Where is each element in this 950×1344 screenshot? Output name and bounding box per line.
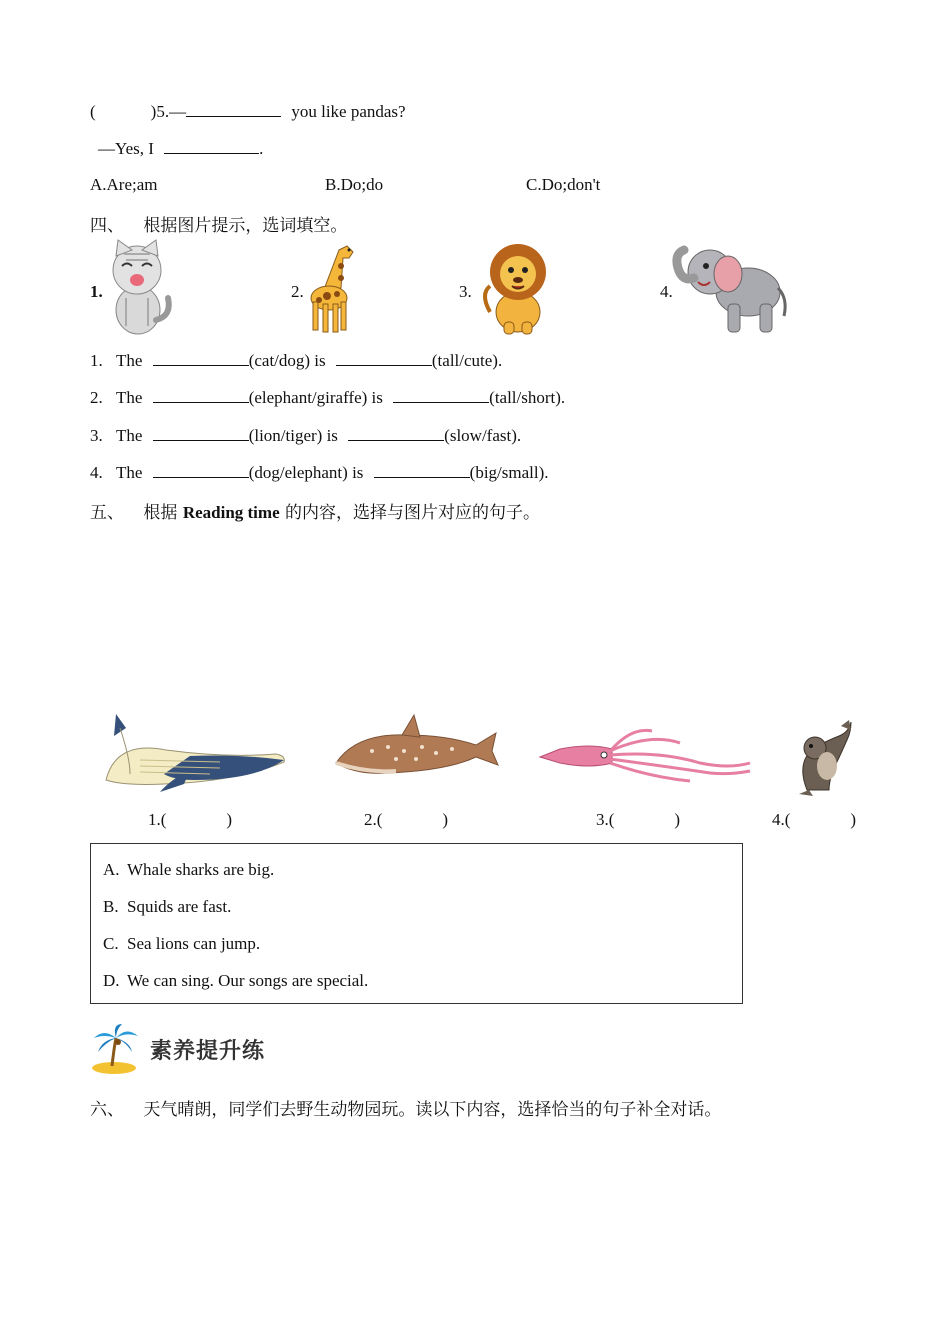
q5-question: you like pandas? (291, 102, 406, 121)
s5-option-c (103, 934, 260, 954)
s5-option-d (103, 971, 368, 991)
section5-number: 五、 (90, 503, 124, 523)
s5-pic-label-4 (772, 810, 856, 830)
s5-pic-num: 3.( (596, 810, 615, 829)
s4-choice-1: (lion/tiger) is (248, 426, 338, 445)
s4-the: The (116, 351, 143, 370)
lion-image (480, 242, 552, 336)
q5-prefix: )5.— (150, 102, 187, 121)
s4-blank[interactable] (336, 349, 432, 366)
s4-blank[interactable] (153, 349, 249, 366)
section5-title-post: 的内容，选择与图片对应的句子。 (285, 503, 541, 523)
s5-option-text: Sea lions can jump. (127, 934, 261, 953)
s5-paren-close: ) (850, 810, 857, 829)
s4-choice-2: (tall/short). (489, 388, 566, 407)
s5-option-letter: A. (103, 860, 120, 879)
section6-title: 天气晴朗，同学们去野生动物园玩。读以下内容，选择恰当的句子补全对话。 (143, 1100, 722, 1120)
section4-heading (90, 211, 347, 236)
s5-option-a (103, 860, 274, 880)
palm-island-icon (90, 1024, 140, 1074)
s5-option-text: Whale sharks are big. (127, 860, 275, 879)
s4-the: The (116, 426, 143, 445)
giraffe-image (305, 242, 361, 334)
section5-title-bold: Reading time (182, 503, 280, 522)
s4-choice-2: (slow/fast). (444, 426, 522, 445)
s5-pic-num: 2.( (364, 810, 383, 829)
q5-reply: —Yes, I (98, 139, 154, 158)
s5-option-text: We can sing. Our songs are special. (127, 971, 369, 990)
s4-item-num: 2. (90, 388, 103, 407)
s4-item-3 (90, 424, 521, 446)
q5-blank-2[interactable] (164, 137, 259, 154)
pic4-label-2: 2. (291, 282, 304, 301)
s4-choice-1: (cat/dog) is (248, 351, 326, 370)
s5-option-text: Squids are fast. (127, 897, 232, 916)
s4-blank[interactable] (153, 424, 249, 441)
s5-option-b (103, 897, 231, 917)
section4-number: 四、 (90, 216, 124, 236)
q5-line1 (90, 100, 406, 122)
s5-pic-num: 4.( (772, 810, 791, 829)
whale-shark-image (332, 713, 500, 779)
pic4-label-3: 3. (459, 282, 472, 301)
section5-title-pre: 根据 (143, 503, 178, 523)
pic4-label-1: 1. (90, 282, 103, 301)
banner-title: 素养提升练 (150, 1039, 266, 1064)
s5-paren-close: ) (226, 810, 233, 829)
q5-blank-1[interactable] (186, 100, 281, 117)
s5-option-letter: D. (103, 971, 120, 990)
s5-option-letter: C. (103, 934, 119, 953)
cat-image (104, 240, 174, 336)
section4-title: 根据图片提示，选词填空。 (143, 216, 348, 236)
s4-the: The (116, 388, 143, 407)
s4-choice-2: (tall/cute). (431, 351, 503, 370)
q5-paren-open: ( (90, 102, 96, 121)
pic4-label-4: 4. (660, 282, 673, 301)
s4-item-4 (90, 461, 549, 483)
q5-option-a: A.Are;am (90, 175, 158, 194)
s5-pic-label-2 (364, 810, 448, 830)
s4-the: The (116, 463, 143, 482)
s5-paren-close: ) (674, 810, 681, 829)
s4-blank[interactable] (153, 461, 249, 478)
s5-options-box (90, 843, 743, 1004)
q5-period: . (259, 139, 264, 158)
section6-heading (90, 1095, 721, 1120)
s5-pic-num: 1.( (148, 810, 167, 829)
s4-blank[interactable] (348, 424, 444, 441)
s5-pic-label-3 (596, 810, 680, 830)
s5-option-letter: B. (103, 897, 119, 916)
s4-item-2 (90, 386, 565, 408)
squid-image (538, 727, 754, 783)
sea-lion-image (793, 720, 853, 796)
s4-choice-2: (big/small). (469, 463, 549, 482)
s4-item-1 (90, 349, 502, 371)
section5-heading (90, 498, 540, 523)
q5-option-c: C.Do;don't (526, 175, 601, 194)
q5-option-b: B.Do;do (325, 175, 384, 194)
s4-item-num: 3. (90, 426, 103, 445)
s4-item-num: 1. (90, 351, 103, 370)
elephant-image (672, 242, 790, 334)
s5-pic-label-1 (148, 810, 232, 830)
whale-image (100, 710, 290, 792)
s4-choice-1: (elephant/giraffe) is (248, 388, 383, 407)
s4-blank[interactable] (153, 386, 249, 403)
q5-line2 (98, 137, 263, 159)
s4-item-num: 4. (90, 463, 103, 482)
section6-number: 六、 (90, 1100, 124, 1120)
s5-paren-close: ) (442, 810, 449, 829)
s4-blank[interactable] (374, 461, 470, 478)
s4-choice-1: (dog/elephant) is (248, 463, 364, 482)
s4-blank[interactable] (393, 386, 489, 403)
